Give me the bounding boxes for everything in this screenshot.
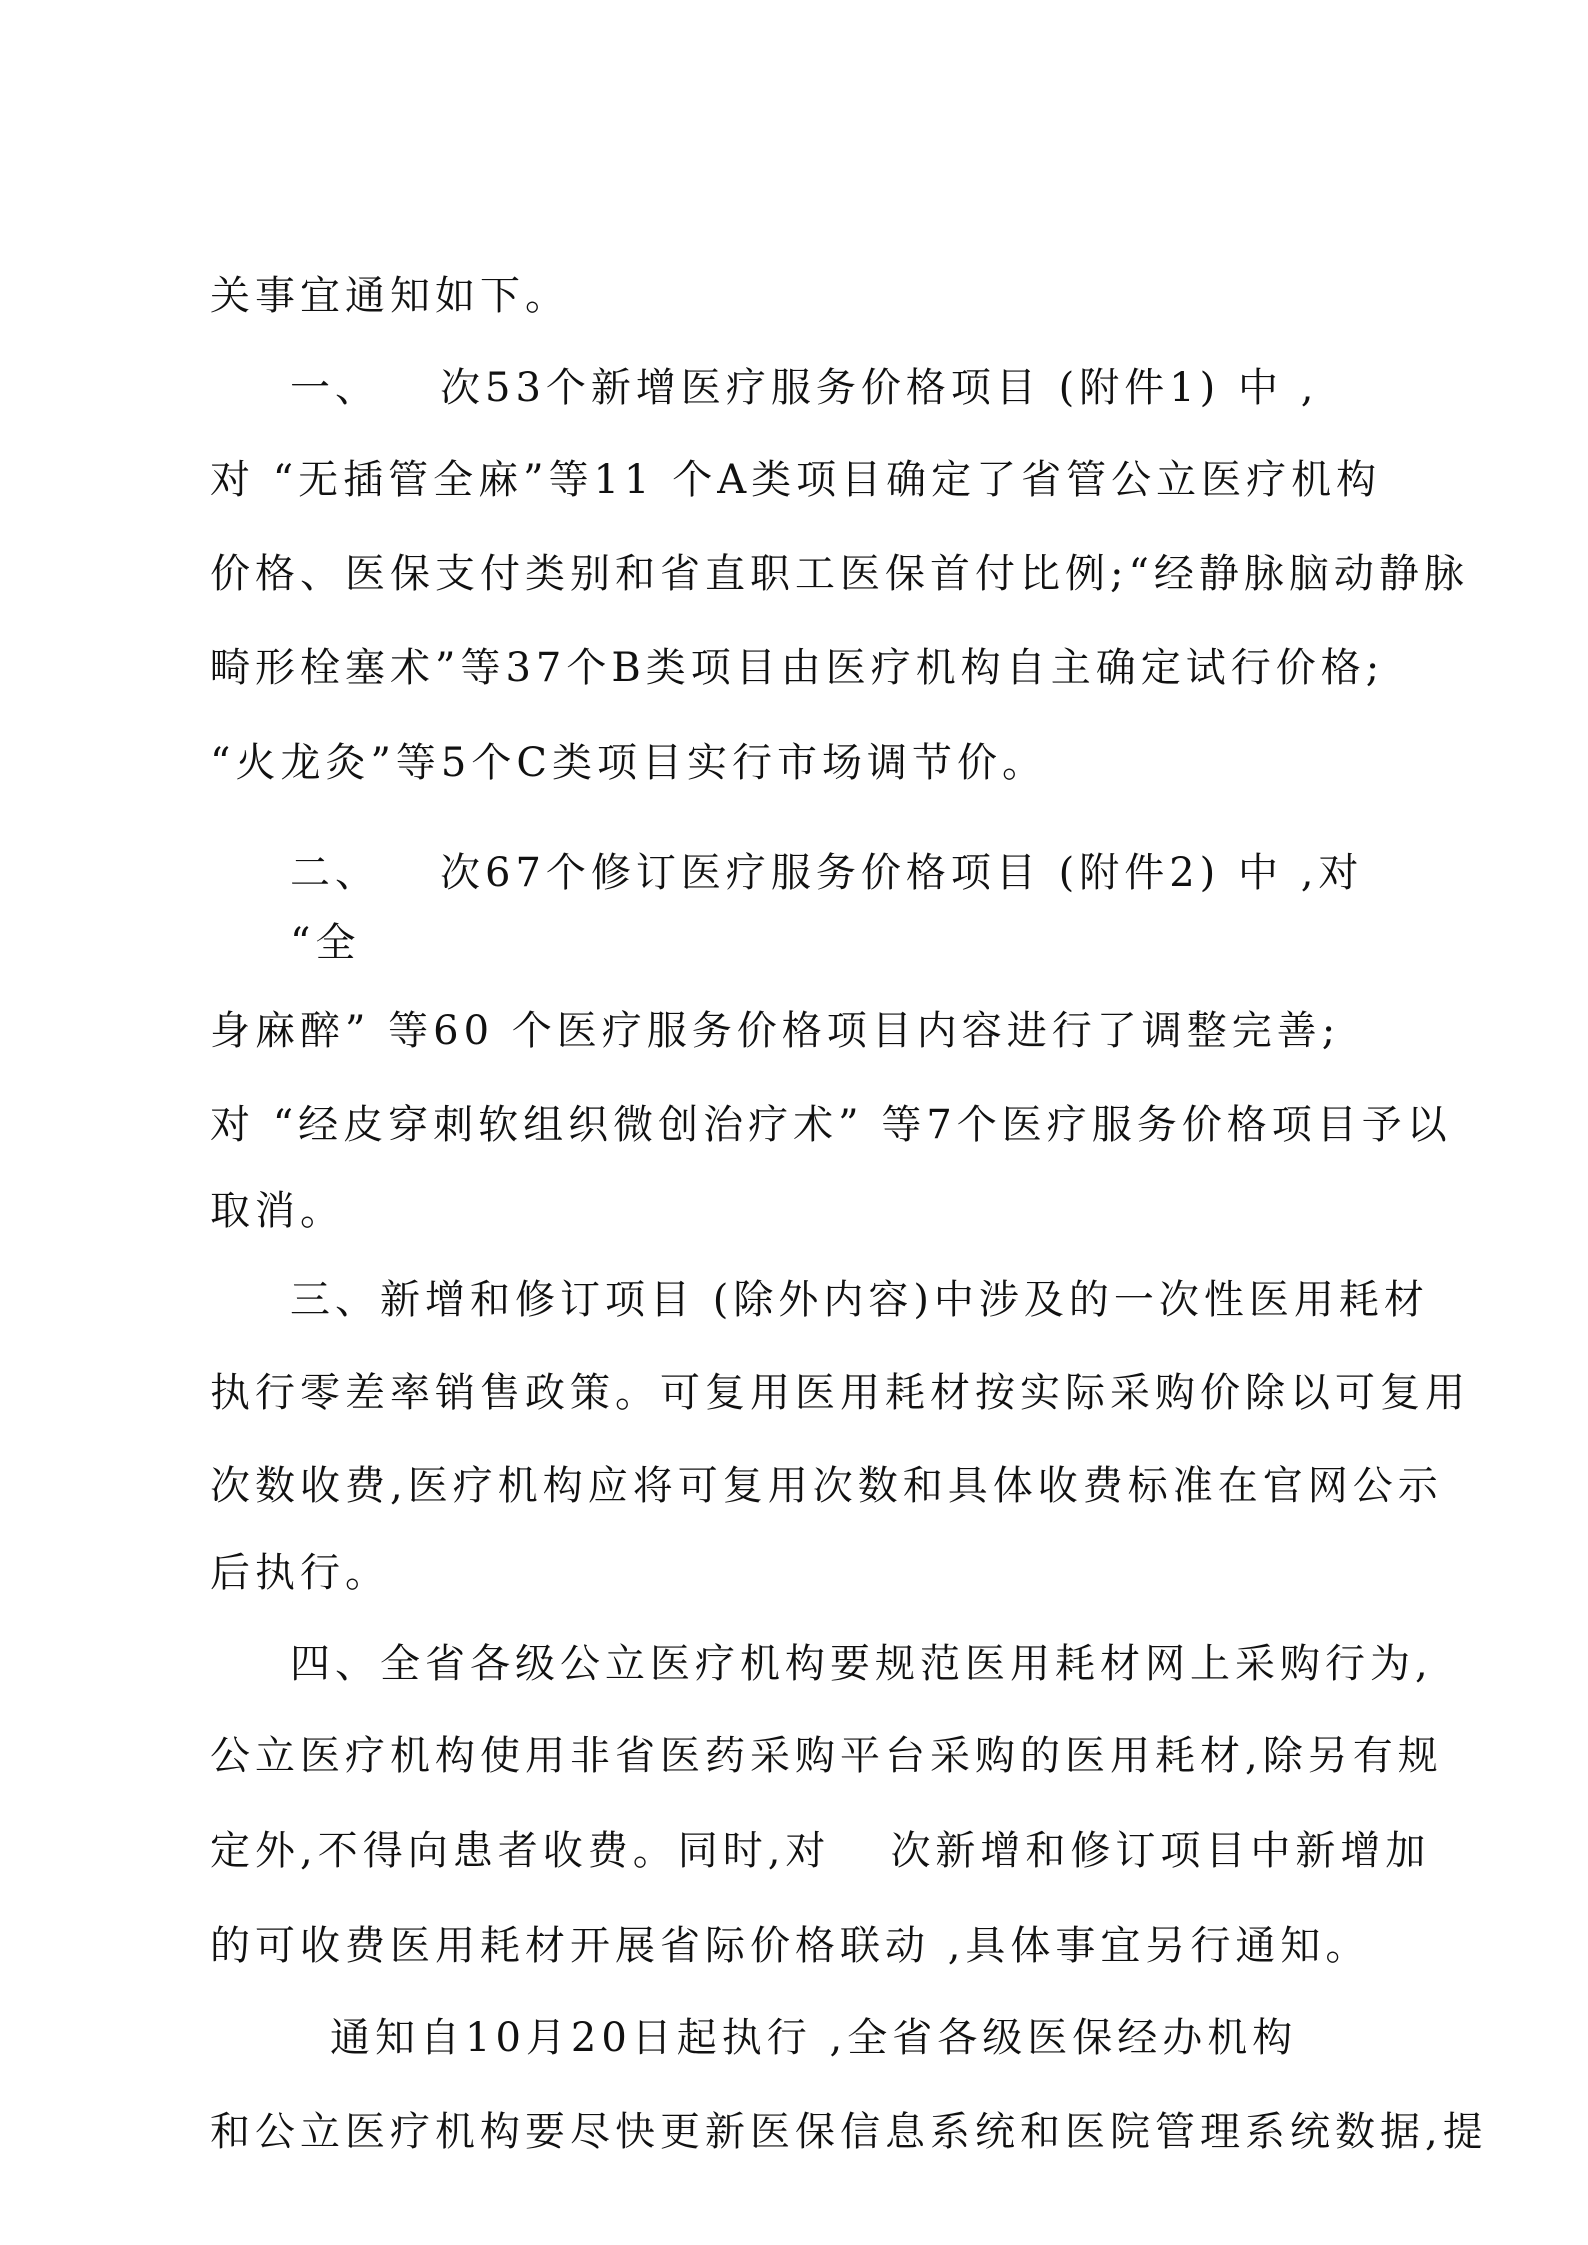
section-one-text: 次53个新增医疗服务价格项目 (附件1) 中 , (440, 365, 1319, 411)
section-two-text: 次67个修订医疗服务价格项目 (附件2) 中 ,对 (440, 850, 1364, 896)
text-line-13: 执行零差率销售政策。可复用医用耗材按实际采购价除以可复用 (210, 1370, 1470, 1416)
line-18-start: 定外,不得向患者收费。同时,对 (210, 1828, 831, 1874)
text-line-21: 和公立医疗机构要尽快更新医保信息系统和医院管理系统数据,提 (210, 2109, 1488, 2155)
text-line-20: 通知自10月20日起执行 ,全省各级医保经办机构 (330, 2015, 1298, 2061)
text-line-2 (290, 360, 1318, 416)
text-line-17: 公立医疗机构使用非省医药采购平台采购的医用耗材,除另有规 (210, 1733, 1443, 1779)
text-line-4: 价格、医保支付类别和省直职工医保首付比例;“经静脉脑动静脉 (210, 551, 1469, 597)
text-line-11: 取消。 (210, 1188, 345, 1234)
text-line-8: “全 (290, 920, 361, 966)
text-line-15: 后执行。 (210, 1550, 390, 1596)
text-line-9: 身麻醉” 等60 个医疗服务价格项目内容进行了调整完善; (210, 1008, 1341, 1054)
text-line-5: 畸形栓塞术”等37个B类项目由医疗机构自主确定试行价格; (210, 645, 1385, 691)
text-line-1: 关事宜通知如下。 (210, 273, 570, 319)
line-18-end: 次新增和修订项目中新增加 (890, 1828, 1431, 1874)
text-line-10: 对 “经皮穿刺软组织微创治疗术” 等7个医疗服务价格项目予以 (210, 1102, 1452, 1148)
text-line-19: 的可收费医用耗材开展省际价格联动 ,具体事宜另行通知。 (210, 1923, 1371, 1969)
text-line-18 (210, 1823, 1430, 1879)
section-number-two: 二、 (290, 850, 380, 896)
text-line-3: 对 “无插管全麻”等11 个A类项目确定了省管公立医疗机构 (210, 457, 1382, 503)
text-line-14: 次数收费,医疗机构应将可复用次数和具体收费标准在官网公示 (210, 1463, 1443, 1509)
text-line-16: 四、全省各级公立医疗机构要规范医用耗材网上采购行为, (290, 1641, 1433, 1687)
text-line-12: 三、新增和修订项目 (除外内容)中涉及的一次性医用耗材 (290, 1277, 1429, 1323)
text-line-7 (290, 845, 1363, 901)
text-line-6: “火龙灸”等5个C类项目实行市场调节价。 (210, 740, 1047, 786)
section-number-one: 一、 (290, 365, 380, 411)
